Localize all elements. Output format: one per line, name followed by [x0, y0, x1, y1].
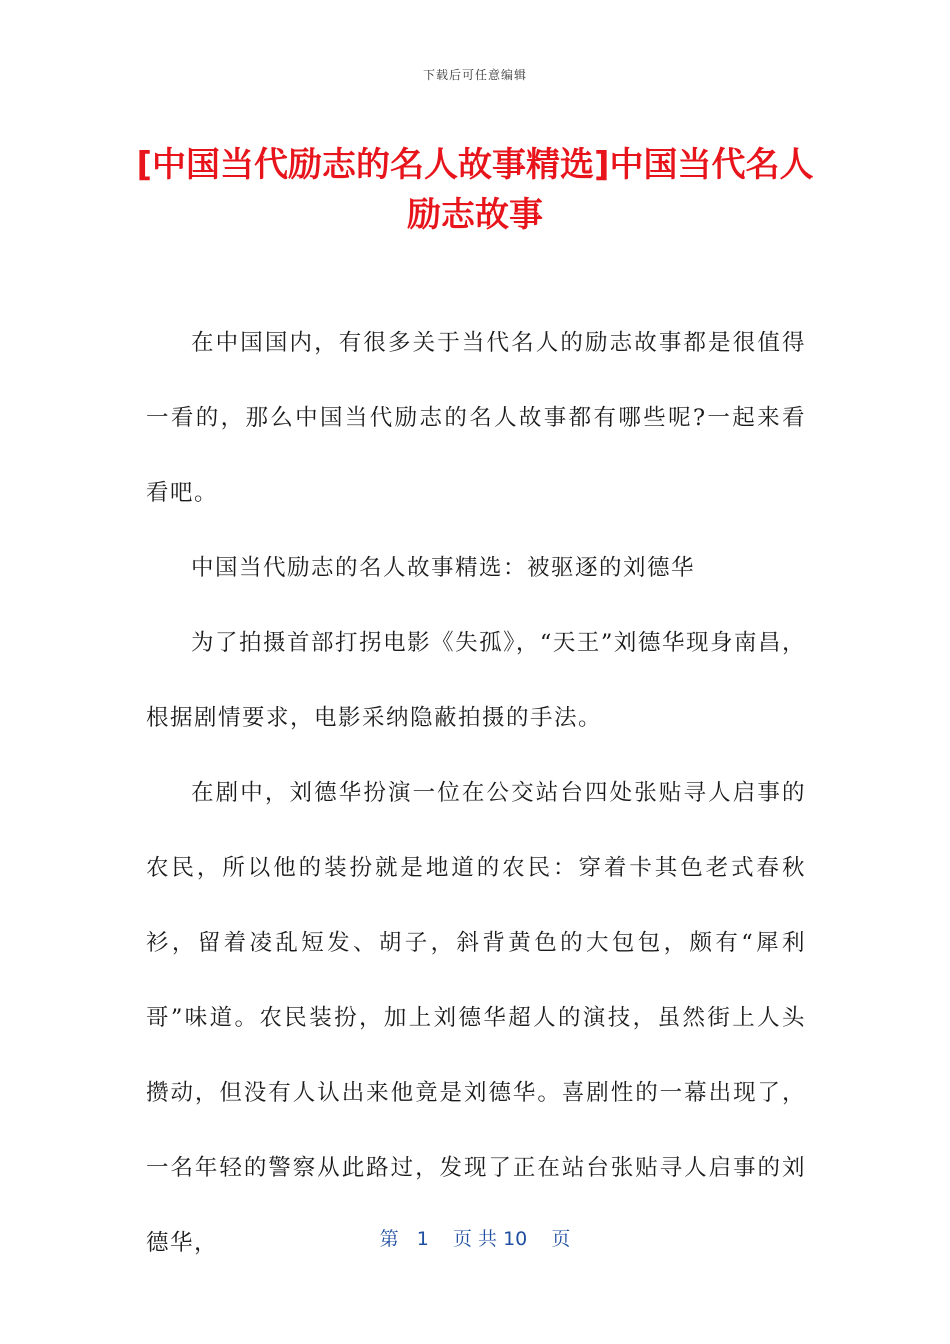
footer-mid: 页 共: [452, 1228, 498, 1250]
paragraph-filming: 为了拍摄首部打拐电影《失孤》，“天王”刘德华现身南昌，根据剧情要求，电影采纳隐蔽拍摄的手法。: [146, 630, 806, 731]
paragraph-intro: 在中国国内，有很多关于当代名人的励志故事都是很值得一看的，那么中国当代励志的名人故事都有哪些呢?一起来看看吧。: [146, 330, 806, 506]
footer-suffix: 页: [551, 1228, 571, 1250]
paragraph-role: 在剧中，刘德华扮演一位在公交站台四处张贴寻人启事的农民，所以他的装扮就是地道的农民：穿着卡其色老式春秋衫，留着凌乱短发、胡子，斜背黄色的大包包，颇有“犀利哥”味道。农民装扮，加上刘德华超人的演技，虽然街上人头攒动，但没有人认出来他竟是刘德华。喜剧性的一幕出现了，一名年轻的警察从此路过，发现了正在站台张贴寻人启事的刘德华，: [146, 780, 806, 1256]
paragraph-section-heading: 中国当代励志的名人故事精选：被驱逐的刘德华: [191, 555, 696, 581]
document-body: [146, 306, 806, 1281]
header-note: 下载后可任意编辑: [422, 68, 527, 82]
current-page-number: 1: [416, 1228, 429, 1250]
document-title: [中国当代励志的名人故事精选]中国当代名人励志故事: [136, 145, 814, 235]
total-pages-number: 10: [503, 1228, 528, 1250]
page-footer: [0, 1224, 950, 1251]
footer-prefix: 第: [379, 1228, 399, 1250]
